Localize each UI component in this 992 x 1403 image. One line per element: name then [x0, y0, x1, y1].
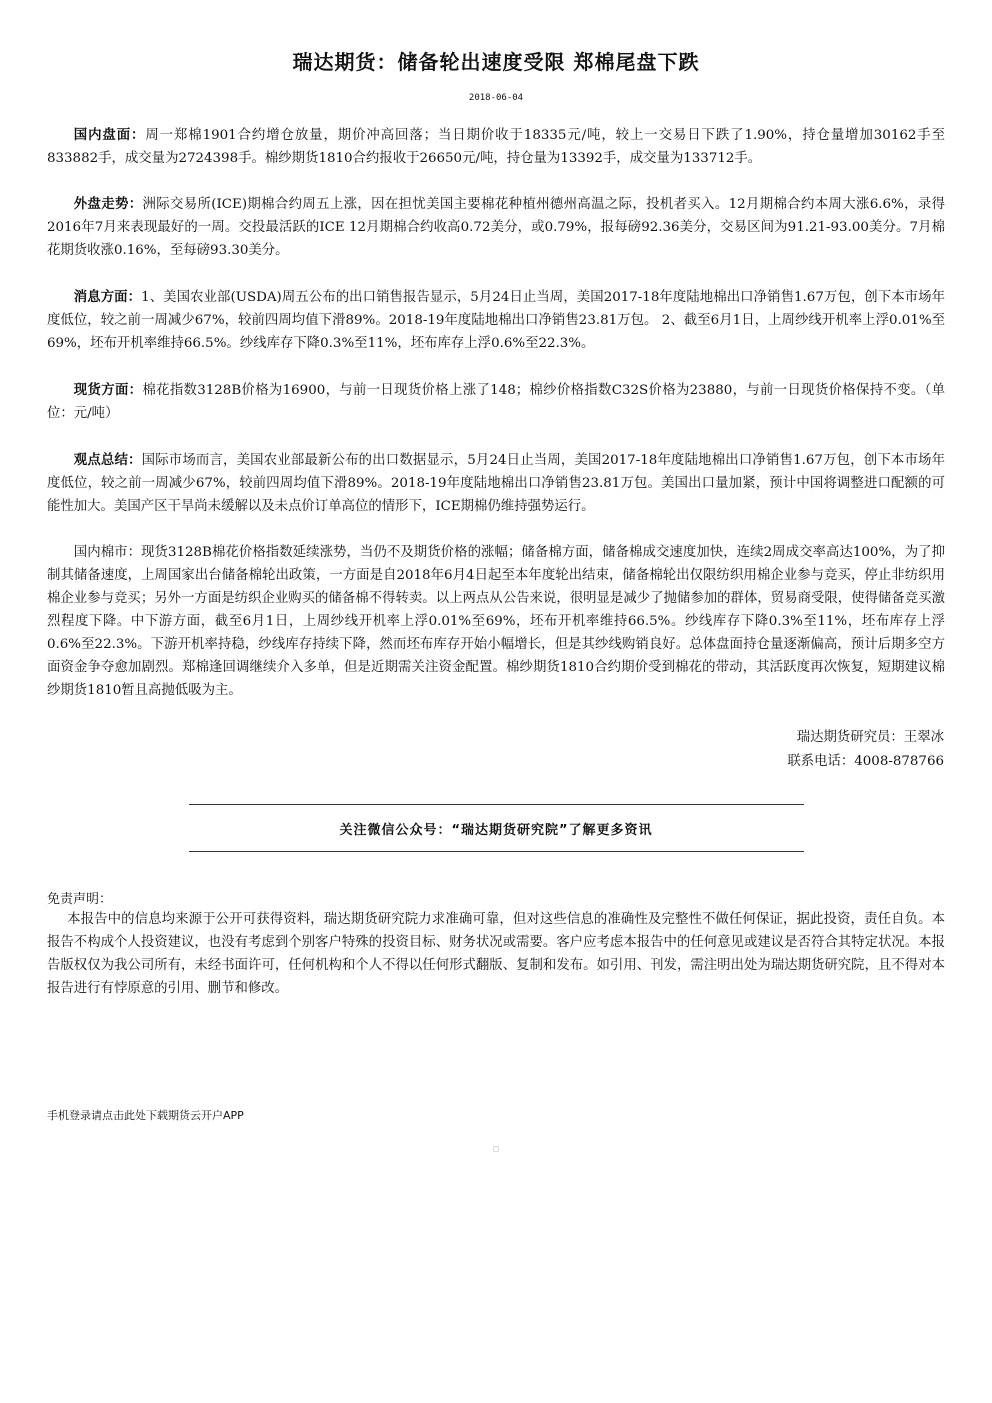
- disclaimer-text: 本报告中的信息均来源于公开可获得资料，瑞达期货研究院力求准确可靠，但对这些信息的准确性及完整性不做任何保证，据此投资，责任自负。本报告不构成个人投资建议，也没有考虑到个别客户特殊的投资目标、财务状况或需要。客户应考虑本报告中的任何意见或建议是否符合其特定状况。本报告版权仅为我公司所有，未经书面许可，任何机构和个人不得以任何形式翻版、复制和发布。如引用、刊发，需注明出处为瑞达期货研究院，且不得对本报告进行有悖原意的引用、删节和修改。: [47, 912, 945, 996]
- divider-top: [189, 804, 804, 805]
- section-domestic-market: [47, 124, 945, 170]
- wechat-notice: 关注微信公众号：“瑞达期货研究院”了解更多资讯: [339, 823, 653, 838]
- section-text: 洲际交易所(ICE)期棉合约周五上涨，因在担忧美国主要棉花种植州德州高温之际，投机者买入。12月期棉合约本周大涨6.6%，录得2016年7月来表现最好的一周。交投最活跃的ICE 12月期棉合约收高0.72美分，或0.79%，报每磅92.36美分，交易区间为91.21-93.00美分。7月棉花期货收涨0.16%，至每磅93.30美分。: [47, 197, 945, 258]
- section-label: 观点总结：: [73, 453, 142, 468]
- page-marker: [493, 1146, 499, 1152]
- section-external-market: [47, 193, 945, 262]
- section-text: 国际市场而言，美国农业部最新公布的出口数据显示，5月24日止当周，美国2017-18年度陆地棉出口净销售1.67万包，创下本市场年度低位，较之前一周减少67%，较前四周均值下滑89%。2018-19年度陆地棉出口净销售23.81万包。美国出口量加紧，预计中国将调整进口配额的可能性加大。美国产区干旱尚未缓解以及未点价订单高位的情形下，ICE期棉仍维持强势运行。: [47, 453, 945, 514]
- section-label: 国内盘面：: [73, 128, 146, 143]
- section-summary: [47, 449, 945, 518]
- report-title: 瑞达期货：储备轮出速度受限 郑棉尾盘下跌: [292, 50, 700, 74]
- section-news: [47, 286, 945, 355]
- section-text: 棉花指数3128B价格为16900，与前一日现货价格上涨了148；棉纱价格指数C32S价格为23880，与前一日现货价格保持不变。（单位：元/吨）: [47, 383, 946, 421]
- disclaimer-title: 免责声明：: [47, 892, 113, 907]
- analyst-name: 瑞达期货研究员：王翠冰: [796, 730, 944, 745]
- section-spot: [47, 379, 945, 425]
- section-label: 消息方面：: [73, 290, 142, 305]
- analysis-paragraph: [47, 541, 945, 702]
- analysis-text: 国内棉市：现货3128B棉花价格指数延续涨势，当仍不及期货价格的涨幅；储备棉方面，储备棉成交速度加快，连续2周成交率高达100%，为了抑制其储备速度，上周国家出台储备棉轮出政策，一方面是自2018年6月4日起至本年度轮出结束，储备棉轮出仅限纺织用棉企业参与竞买，停止非纺织用棉企业参与竞买；另外一方面是纺织企业购买的储备棉不得转卖。以上两点从公告来说，很明显是减少了抛储参加的群体，贸易商受限，使得储备竞买激烈程度下降。中下游方面，截至6月1日，上周纱线开机率上浮0.01%至69%，坯布开机率维持66.5%。纱线库存下降0.3%至11%，坯布库存上浮0.6%至22.3%。下游开机率持稳，纱线库存持续下降，然而坯布库存开始小幅增长，但是其纱线购销良好。总体盘面持仓量逐渐偏高，预计后期多空方面资金争夺愈加剧烈。郑棉逢回调继续介入多单，但是近期需关注资金配置。棉纱期货1810合约期价受到棉花的带动，其活跃度再次恢复，短期建议棉纱期货1810暂且高抛低吸为主。: [47, 545, 945, 698]
- section-label: 外盘走势：: [73, 197, 143, 212]
- report-date: 2018-06-04: [468, 93, 524, 103]
- section-text: 1、美国农业部(USDA)周五公布的出口销售报告显示，5月24日止当周，美国2017-18年度陆地棉出口净销售1.67万包，创下本市场年度低位，较之前一周减少67%，较前四周均值下滑89%。2018-19年度陆地棉出口净销售23.81万包。 2、截至6月1日，上周纱线开机率上浮0.01%至69%，坯布开机率维持66.5%。纱线库存下降0.3%至11%，坯布库存上浮0.6%至22.3%。: [47, 290, 945, 351]
- app-download-link[interactable]: 手机登录请点击此处下载期货云开户APP: [47, 1109, 244, 1122]
- section-text: 周一郑棉1901合约增仓放量，期价冲高回落；当日期价收于18335元/吨，较上一交易日下跌了1.90%，持仓量增加30162手至833882手，成交量为2724398手。棉纱期货1810合约报收于26650元/吨，持仓量为13392手，成交量为133712手。: [47, 128, 946, 166]
- divider-bottom: [189, 851, 804, 852]
- section-label: 现货方面：: [73, 383, 143, 398]
- contact-phone: 联系电话：4008-878766: [787, 754, 944, 769]
